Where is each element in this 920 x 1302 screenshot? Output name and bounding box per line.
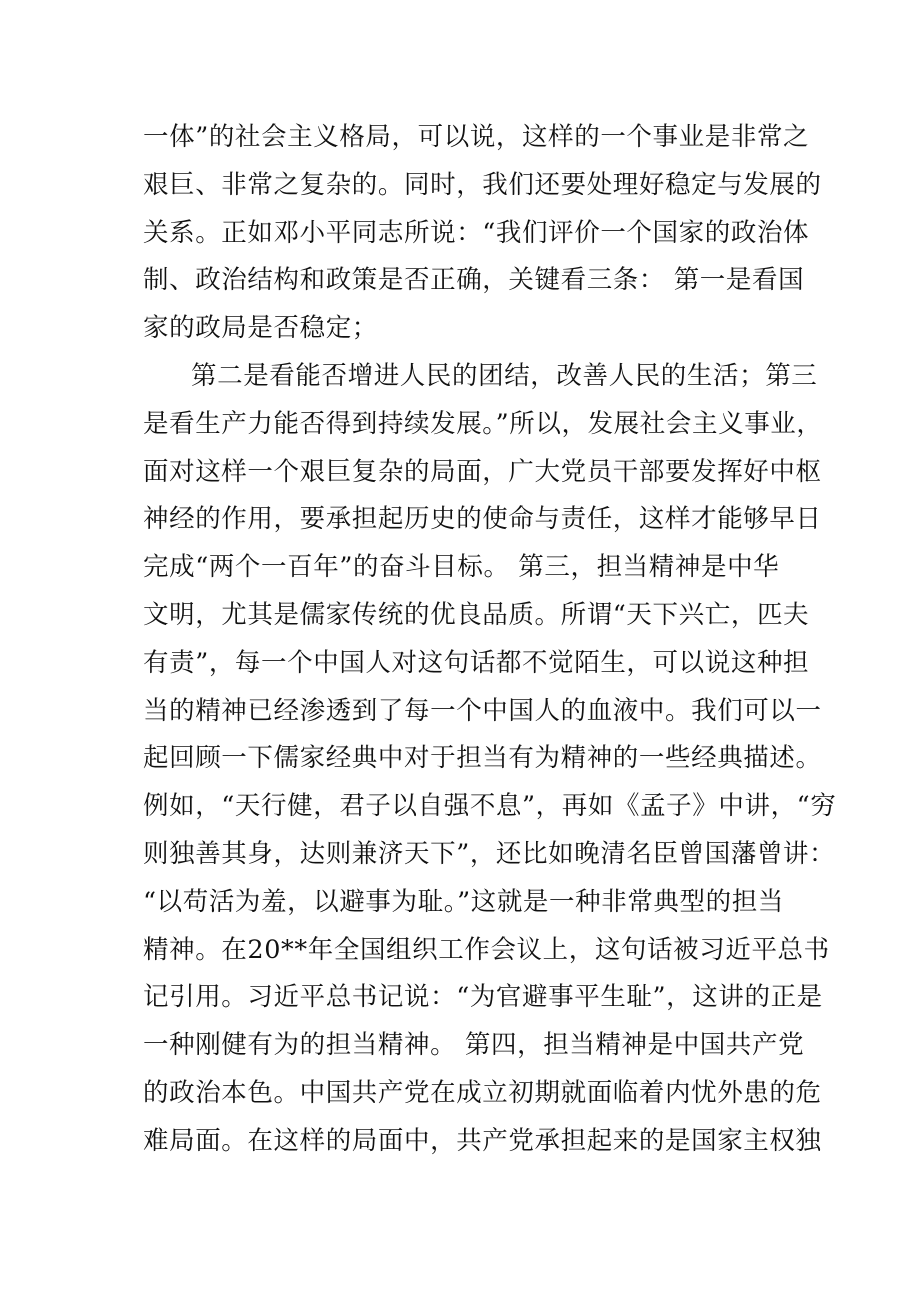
text-line: 记引用。习近平总书记说：“为官避事平生耻”，这讲的正是 (143, 982, 823, 1013)
text-line: 难局面。在这样的局面中，共产党承担起来的是国家主权独 (143, 1125, 822, 1156)
text-line: 精神。在20**年全国组织工作会议上，这句话被习近平总书 (143, 934, 830, 965)
text-line-paragraph-start: 第二是看能否增进人民的团结，改善人民的生活；第三 (191, 360, 818, 391)
text-line: 的政治本色。中国共产党在成立初期就面临着内忧外患的危 (143, 1077, 822, 1108)
text-line: 一体”的社会主义格局，可以说，这样的一个事业是非常之 (143, 122, 810, 152)
text-line: 关系。正如邓小平同志所说：“我们评价一个国家的政治体 (143, 217, 810, 248)
text-line: 完成“两个一百年”的奋斗目标。 第三，担当精神是中华 (143, 552, 780, 583)
text-line: 家的政局是否稳定； (143, 313, 378, 344)
text-line: 则独善其身，达则兼济天下”，还比如晚清名臣曾国藩曾讲： (143, 838, 836, 869)
text-line: 文明，尤其是儒家传统的优良品质。所谓“天下兴亡，匹夫 (143, 599, 810, 630)
text-line: 起回顾一下儒家经典中对于担当有为精神的一些经典描述。 (143, 743, 822, 774)
text-line: 有责”，每一个中国人对这句话都不觉陌生，可以说这种担 (143, 647, 810, 678)
text-line: 面对这样一个艰巨复杂的局面，广大党员干部要发挥好中枢 (143, 456, 822, 487)
text-line: 神经的作用，要承担起历史的使命与责任，这样才能够早日 (143, 504, 822, 535)
text-line: 当的精神已经渗透到了每一个中国人的血液中。我们可以一 (143, 695, 822, 726)
text-line: 是看生产力能否得到持续发展。”所以，发展社会主义事业， (143, 408, 823, 439)
text-line: 艰巨、非常之复杂的。同时，我们还要处理好稳定与发展的 (143, 169, 822, 200)
text-line: “以苟活为羞，以避事为耻。”这就是一种非常典型的担当 (143, 886, 784, 917)
text-line: 制、政治结构和政策是否正确，关键看三条： 第一是看国 (143, 265, 805, 296)
text-line: 例如，“天行健，君子以自强不息”，再如《孟子》中讲，“穷 (143, 791, 837, 822)
body-text (143, 114, 837, 1166)
text-line: 一种刚健有为的担当精神。 第四，担当精神是中国共产党 (143, 1030, 805, 1061)
